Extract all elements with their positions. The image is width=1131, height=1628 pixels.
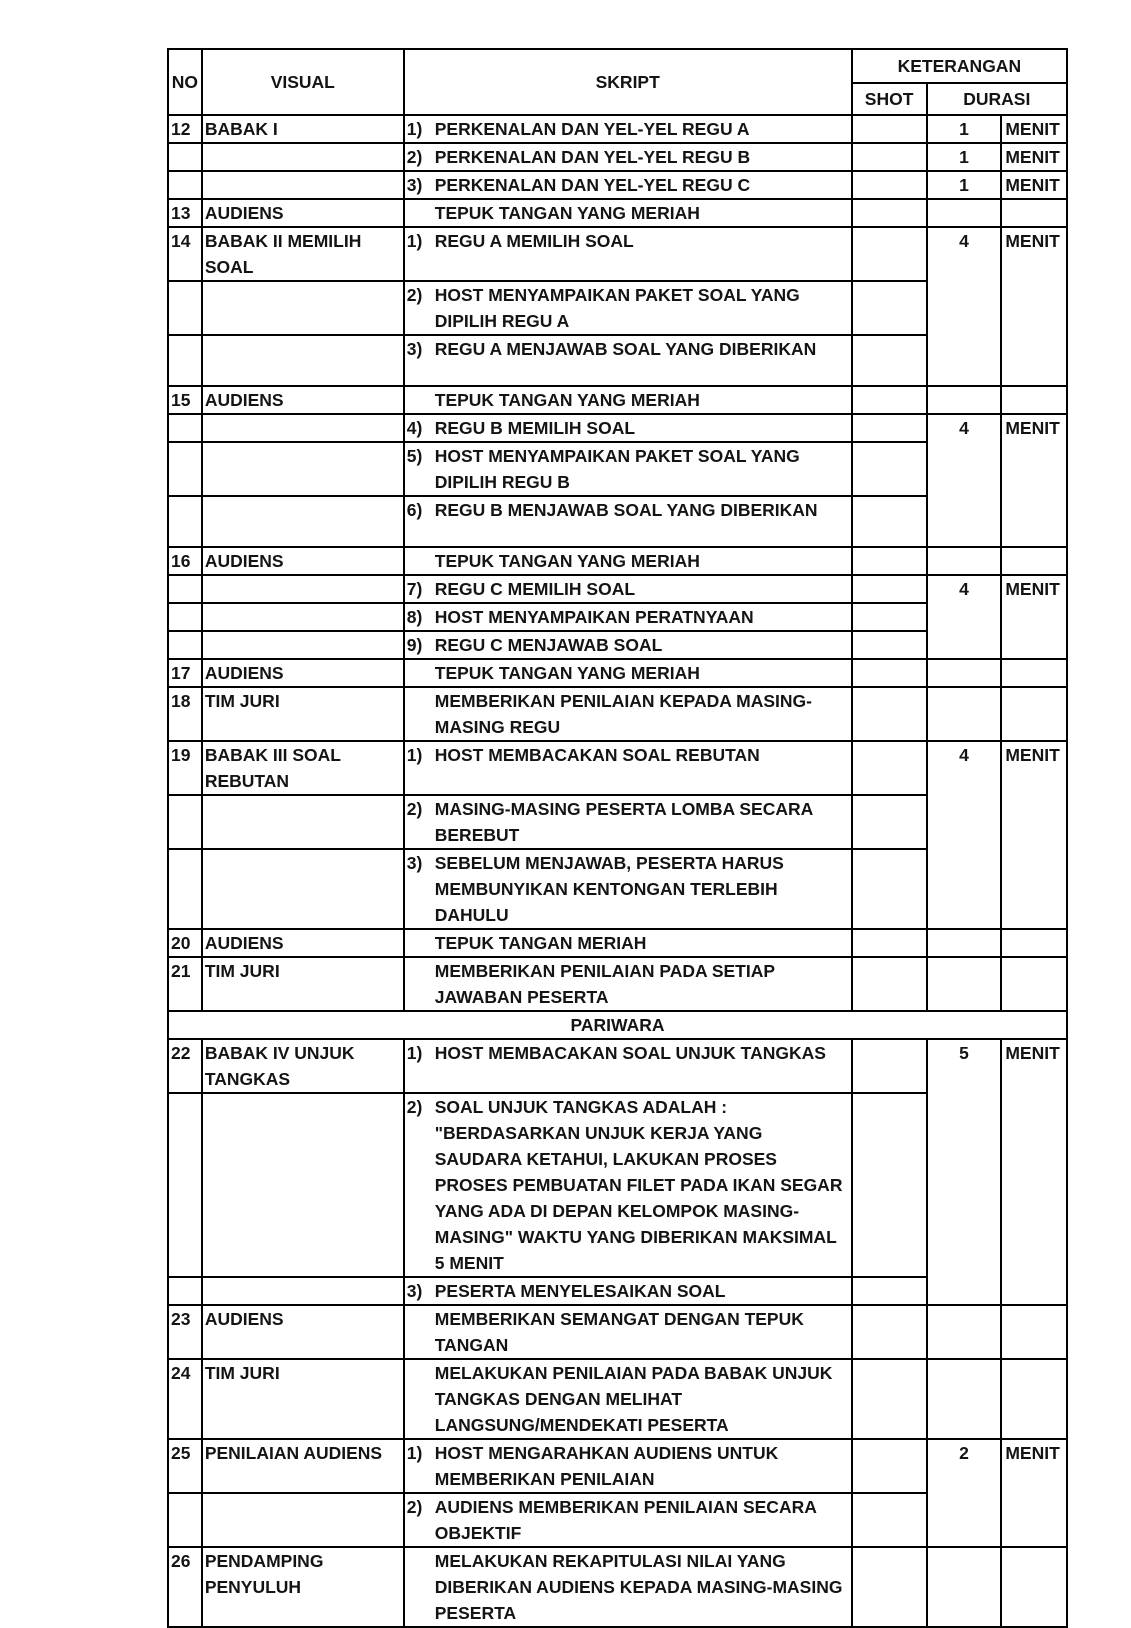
durasi-unit: [1001, 1359, 1067, 1439]
skript-text: TEPUK TANGAN MERIAH: [434, 933, 647, 953]
skript-number: 2): [406, 285, 423, 305]
durasi-unit: MENIT: [1001, 414, 1067, 547]
shot-cell: [852, 741, 927, 795]
row-number: [168, 631, 202, 659]
row-number: [168, 496, 202, 547]
durasi-unit: MENIT: [1001, 143, 1067, 171]
skript-cell: [404, 1493, 852, 1547]
skript-number: 5): [406, 446, 423, 466]
shot-cell: [852, 1359, 927, 1439]
skript-cell: [404, 227, 852, 281]
skript-number: [405, 1548, 435, 1626]
skript-text: HOST MENGARAHKAN AUDIENS UNTUK MEMBERIKAN PENILAIAN: [434, 1443, 779, 1489]
skript-number: 2): [406, 147, 423, 167]
shot-cell: [852, 1305, 927, 1359]
row-number: [168, 442, 202, 496]
row-number: 12: [168, 115, 202, 143]
skript-text: REGU A MEMILIH SOAL: [434, 231, 634, 251]
row-number: 22: [168, 1039, 202, 1093]
skript-number: 2): [406, 1097, 423, 1117]
skript-text: AUDIENS MEMBERIKAN PENILAIAN SECARA OBJEKTIF: [434, 1497, 817, 1543]
table-row: [168, 659, 1067, 687]
skript-cell: [404, 741, 852, 795]
durasi-value: 4: [927, 227, 1002, 386]
table-row: [168, 199, 1067, 227]
visual-cell: AUDIENS: [202, 659, 404, 687]
shot-cell: [852, 227, 927, 281]
skript-cell: [404, 1439, 852, 1493]
skript-number: 2): [406, 1497, 423, 1517]
durasi-value: [927, 687, 1002, 741]
skript-cell: [404, 849, 852, 929]
visual-cell: AUDIENS: [202, 1305, 404, 1359]
header-row: [168, 49, 1067, 83]
durasi-unit: [1001, 929, 1067, 957]
skript-number: 3): [406, 339, 423, 359]
skript-number: 8): [406, 607, 423, 627]
durasi-value: 4: [927, 414, 1002, 547]
shot-cell: [852, 115, 927, 143]
skript-cell: [404, 1039, 852, 1093]
skript-cell: [404, 442, 852, 496]
durasi-unit: MENIT: [1001, 115, 1067, 143]
visual-cell: [202, 335, 404, 386]
durasi-value: [927, 929, 1002, 957]
shot-cell: [852, 1439, 927, 1493]
skript-text: TEPUK TANGAN YANG MERIAH: [434, 390, 700, 410]
durasi-unit: MENIT: [1001, 1039, 1067, 1305]
shot-cell: [852, 386, 927, 414]
skript-text: MEMBERIKAN SEMANGAT DENGAN TEPUK TANGAN: [434, 1309, 804, 1355]
visual-cell: [202, 171, 404, 199]
skript-cell: [404, 335, 852, 386]
shot-cell: [852, 957, 927, 1011]
durasi-unit: [1001, 1547, 1067, 1627]
skript-number: [405, 387, 435, 413]
shot-cell: [852, 849, 927, 929]
skript-cell: [404, 1359, 852, 1439]
header-visual: VISUAL: [202, 49, 404, 115]
shot-cell: [852, 575, 927, 603]
table-row: [168, 929, 1067, 957]
durasi-unit: MENIT: [1001, 741, 1067, 929]
row-number: [168, 1493, 202, 1547]
shot-cell: [852, 547, 927, 575]
table-row: [168, 1547, 1067, 1627]
skript-text: MEMBERIKAN PENILAIAN KEPADA MASING-MASING REGU: [434, 691, 812, 737]
visual-cell: [202, 496, 404, 547]
visual-cell: PENDAMPING PENYULUH: [202, 1547, 404, 1627]
row-number: [168, 414, 202, 442]
durasi-value: 4: [927, 575, 1002, 659]
skript-cell: [404, 171, 852, 199]
table-row: [168, 957, 1067, 1011]
durasi-value: 2: [927, 1439, 1002, 1547]
skript-text: MELAKUKAN REKAPITULASI NILAI YANG DIBERIKAN AUDIENS KEPADA MASING-MASING PESERTA: [434, 1551, 843, 1623]
shot-cell: [852, 1277, 927, 1305]
table-row: [168, 741, 1067, 795]
skript-number: [405, 1306, 435, 1358]
skript-number: [405, 930, 435, 956]
skript-number: 9): [406, 635, 423, 655]
row-number: [168, 1277, 202, 1305]
skript-number: [405, 200, 435, 226]
shot-cell: [852, 631, 927, 659]
row-number: [168, 603, 202, 631]
shot-cell: [852, 1039, 927, 1093]
durasi-value: [927, 1547, 1002, 1627]
skript-cell: [404, 1547, 852, 1627]
table-row: [168, 1305, 1067, 1359]
skript-cell: [404, 603, 852, 631]
skript-number: 3): [406, 175, 423, 195]
skript-cell: [404, 1093, 852, 1277]
visual-cell: TIM JURI: [202, 957, 404, 1011]
durasi-unit: [1001, 199, 1067, 227]
row-number: [168, 575, 202, 603]
durasi-value: 4: [927, 741, 1002, 929]
shot-cell: [852, 687, 927, 741]
visual-cell: [202, 795, 404, 849]
skript-number: 1): [406, 119, 423, 139]
durasi-unit: [1001, 386, 1067, 414]
visual-cell: BABAK II MEMILIH SOAL: [202, 227, 404, 281]
shot-cell: [852, 929, 927, 957]
skript-text: REGU A MENJAWAB SOAL YANG DIBERIKAN: [434, 339, 817, 359]
skript-number: 7): [406, 579, 423, 599]
skript-cell: [404, 199, 852, 227]
row-number: 26: [168, 1547, 202, 1627]
skript-number: [405, 660, 435, 686]
skript-cell: [404, 414, 852, 442]
shot-cell: [852, 1547, 927, 1627]
row-number: 20: [168, 929, 202, 957]
skript-text: REGU C MENJAWAB SOAL: [434, 635, 663, 655]
skript-text: REGU B MEMILIH SOAL: [434, 418, 636, 438]
table-row: [168, 1359, 1067, 1439]
durasi-value: 5: [927, 1039, 1002, 1305]
durasi-value: [927, 957, 1002, 1011]
visual-cell: [202, 143, 404, 171]
shot-cell: [852, 795, 927, 849]
durasi-value: [927, 1305, 1002, 1359]
skript-text: REGU C MEMILIH SOAL: [434, 579, 636, 599]
visual-cell: TIM JURI: [202, 1359, 404, 1439]
shot-cell: [852, 199, 927, 227]
row-number: 23: [168, 1305, 202, 1359]
visual-cell: TIM JURI: [202, 687, 404, 741]
skript-cell: [404, 115, 852, 143]
skript-number: 1): [406, 745, 423, 765]
durasi-unit: [1001, 1305, 1067, 1359]
skript-cell: [404, 957, 852, 1011]
skript-cell: [404, 631, 852, 659]
visual-cell: AUDIENS: [202, 386, 404, 414]
table-row: [168, 547, 1067, 575]
shot-cell: [852, 171, 927, 199]
shot-cell: [852, 335, 927, 386]
skript-number: [405, 688, 435, 740]
durasi-unit: [1001, 547, 1067, 575]
skript-number: [405, 1360, 435, 1438]
visual-cell: [202, 1277, 404, 1305]
table-row: [168, 143, 1067, 171]
skript-number: [405, 548, 435, 574]
skript-cell: [404, 143, 852, 171]
visual-cell: AUDIENS: [202, 547, 404, 575]
durasi-value: 1: [927, 143, 1002, 171]
table-row: [168, 386, 1067, 414]
visual-cell: [202, 1493, 404, 1547]
section-banner-row: [168, 1011, 1067, 1039]
table-row: [168, 227, 1067, 281]
skript-number: 1): [406, 1043, 423, 1063]
skript-cell: [404, 386, 852, 414]
durasi-value: 1: [927, 171, 1002, 199]
skript-text: HOST MEMBACAKAN SOAL UNJUK TANGKAS: [434, 1043, 826, 1063]
shot-cell: [852, 414, 927, 442]
durasi-unit: [1001, 957, 1067, 1011]
row-number: 14: [168, 227, 202, 281]
skript-text: SEBELUM MENJAWAB, PESERTA HARUS MEMBUNYIKAN KENTONGAN TERLEBIH DAHULU: [434, 853, 784, 925]
header-shot: SHOT: [852, 83, 927, 115]
skript-text: TEPUK TANGAN YANG MERIAH: [434, 203, 700, 223]
durasi-value: [927, 547, 1002, 575]
durasi-value: [927, 199, 1002, 227]
skript-text: HOST MENYAMPAIKAN PAKET SOAL YANG DIPILIH REGU A: [434, 285, 800, 331]
visual-cell: BABAK III SOAL REBUTAN: [202, 741, 404, 795]
skript-text: TEPUK TANGAN YANG MERIAH: [434, 663, 700, 683]
script-table: [167, 48, 1068, 1628]
skript-cell: [404, 1305, 852, 1359]
header-no: NO: [168, 49, 202, 115]
shot-cell: [852, 496, 927, 547]
skript-text: REGU B MENJAWAB SOAL YANG DIBERIKAN: [434, 500, 818, 520]
row-number: 19: [168, 741, 202, 795]
row-number: [168, 335, 202, 386]
shot-cell: [852, 442, 927, 496]
visual-cell: [202, 414, 404, 442]
row-number: [168, 281, 202, 335]
skript-cell: [404, 795, 852, 849]
row-number: [168, 795, 202, 849]
skript-cell: [404, 547, 852, 575]
visual-cell: BABAK I: [202, 115, 404, 143]
visual-cell: [202, 442, 404, 496]
visual-cell: [202, 849, 404, 929]
row-number: 21: [168, 957, 202, 1011]
durasi-unit: MENIT: [1001, 575, 1067, 659]
table-row: [168, 115, 1067, 143]
durasi-unit: MENIT: [1001, 171, 1067, 199]
header-durasi: DURASI: [927, 83, 1067, 115]
skript-text: HOST MENYAMPAIKAN PERATNYAAN: [434, 607, 754, 627]
durasi-value: [927, 1359, 1002, 1439]
visual-cell: [202, 631, 404, 659]
header-skript: SKRIPT: [404, 49, 852, 115]
durasi-unit: MENIT: [1001, 227, 1067, 386]
skript-number: [405, 958, 435, 1010]
skript-cell: [404, 281, 852, 335]
skript-text: HOST MENYAMPAIKAN PAKET SOAL YANG DIPILIH REGU B: [434, 446, 800, 492]
skript-text: SOAL UNJUK TANGKAS ADALAH : "BERDASARKAN UNJUK KERJA YANG SAUDARA KETAHUI, LAKUKAN PROSES PROSES PEMBUATAN FILET PADA IKAN SEGAR YANG ADA DI DEPAN KELOMPOK MASING-MASING" WAKTU YANG DIBERIKAN MAKSIMAL 5 MENIT: [434, 1097, 843, 1273]
skript-number: 4): [406, 418, 423, 438]
durasi-value: 1: [927, 115, 1002, 143]
shot-cell: [852, 603, 927, 631]
skript-text: MASING-MASING PESERTA LOMBA SECARA BEREBUT: [434, 799, 813, 845]
skript-text: PERKENALAN DAN YEL-YEL REGU C: [434, 175, 751, 195]
row-number: 24: [168, 1359, 202, 1439]
skript-number: 1): [406, 231, 423, 251]
skript-text: MEMBERIKAN PENILAIAN PADA SETIAP JAWABAN PESERTA: [434, 961, 775, 1007]
durasi-unit: [1001, 659, 1067, 687]
row-number: 16: [168, 547, 202, 575]
table-row: [168, 171, 1067, 199]
skript-text: PERKENALAN DAN YEL-YEL REGU B: [434, 147, 751, 167]
row-number: 17: [168, 659, 202, 687]
skript-text: MELAKUKAN PENILAIAN PADA BABAK UNJUK TANGKAS DENGAN MELIHAT LANGSUNG/MENDEKATI PESERTA: [434, 1363, 833, 1435]
shot-cell: [852, 1493, 927, 1547]
shot-cell: [852, 659, 927, 687]
table-row: [168, 687, 1067, 741]
skript-number: 1): [406, 1443, 423, 1463]
skript-text: TEPUK TANGAN YANG MERIAH: [434, 551, 700, 571]
durasi-value: [927, 659, 1002, 687]
row-number: [168, 1093, 202, 1277]
skript-cell: [404, 575, 852, 603]
row-number: [168, 849, 202, 929]
visual-cell: BABAK IV UNJUK TANGKAS: [202, 1039, 404, 1093]
skript-number: 2): [406, 799, 423, 819]
table-row: [168, 1439, 1067, 1493]
row-number: 13: [168, 199, 202, 227]
durasi-unit: [1001, 687, 1067, 741]
row-number: 15: [168, 386, 202, 414]
skript-cell: [404, 659, 852, 687]
table-row: [168, 575, 1067, 603]
row-number: 25: [168, 1439, 202, 1493]
visual-cell: [202, 281, 404, 335]
skript-text: PERKENALAN DAN YEL-YEL REGU A: [434, 119, 750, 139]
skript-text: HOST MEMBACAKAN SOAL REBUTAN: [434, 745, 760, 765]
skript-number: 3): [406, 853, 423, 873]
shot-cell: [852, 143, 927, 171]
row-number: [168, 171, 202, 199]
row-number: [168, 143, 202, 171]
shot-cell: [852, 281, 927, 335]
skript-number: 3): [406, 1281, 423, 1301]
skript-text: PESERTA MENYELESAIKAN SOAL: [434, 1281, 726, 1301]
visual-cell: AUDIENS: [202, 929, 404, 957]
visual-cell: [202, 1093, 404, 1277]
visual-cell: PENILAIAN AUDIENS: [202, 1439, 404, 1493]
visual-cell: AUDIENS: [202, 199, 404, 227]
table-row: [168, 1039, 1067, 1093]
skript-cell: [404, 687, 852, 741]
durasi-value: [927, 386, 1002, 414]
durasi-unit: MENIT: [1001, 1439, 1067, 1547]
skript-cell: [404, 496, 852, 547]
visual-cell: [202, 575, 404, 603]
skript-cell: [404, 929, 852, 957]
visual-cell: [202, 603, 404, 631]
shot-cell: [852, 1093, 927, 1277]
table-row: [168, 414, 1067, 442]
row-number: 18: [168, 687, 202, 741]
header-keterangan: KETERANGAN: [852, 49, 1067, 83]
skript-cell: [404, 1277, 852, 1305]
skript-number: 6): [406, 500, 423, 520]
pariwara-banner: PARIWARA: [168, 1011, 1067, 1039]
